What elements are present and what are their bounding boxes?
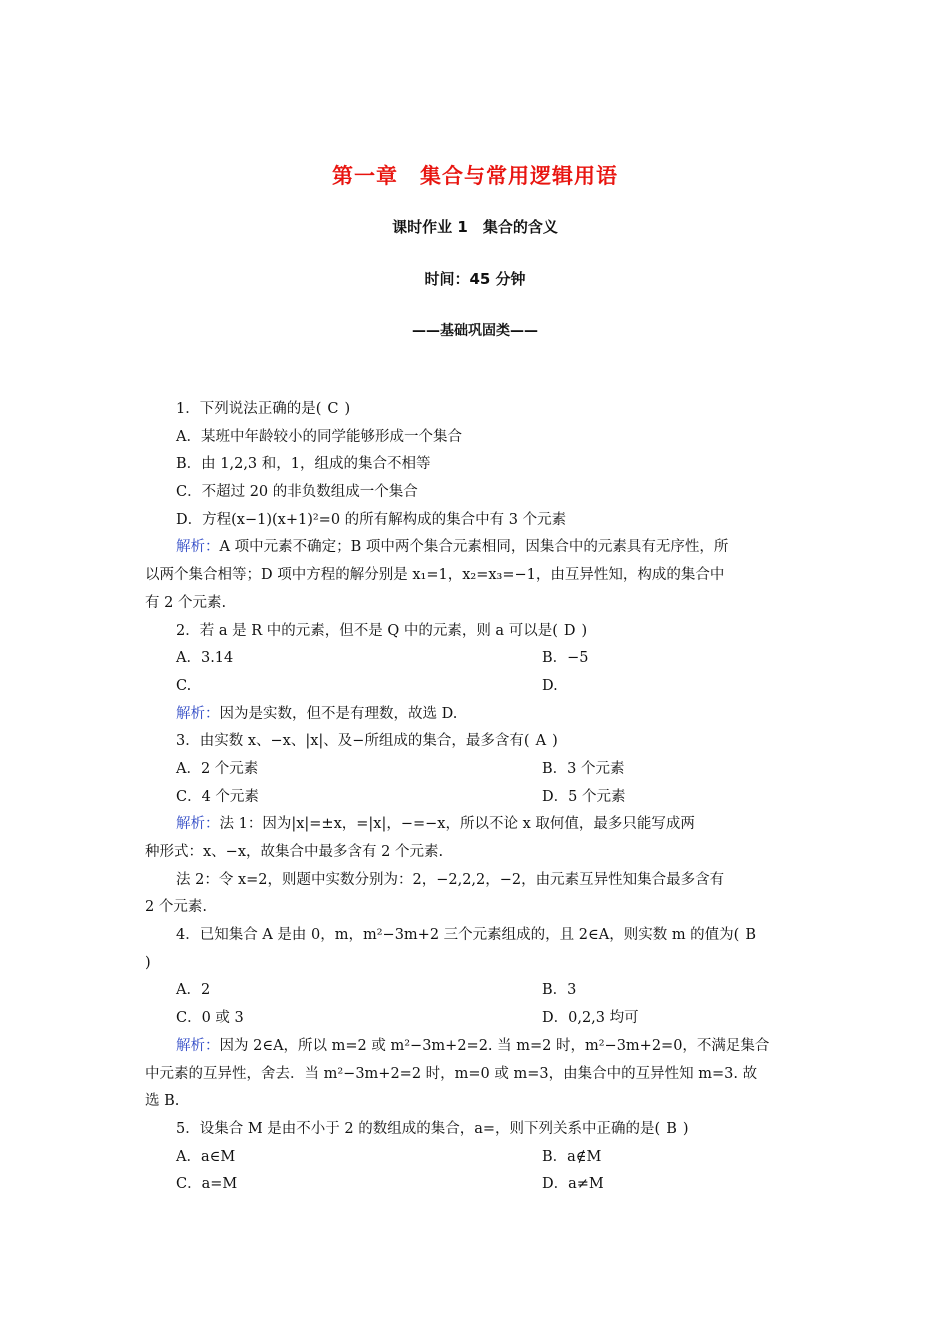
- stem-close: ): [581, 622, 588, 639]
- option-row: [145, 756, 810, 784]
- analysis-label: 解析：: [176, 705, 220, 722]
- analysis-line: 2 个元素.: [145, 899, 207, 916]
- option: A．3.14: [176, 650, 234, 667]
- answer-letter: A: [535, 733, 547, 750]
- option: D．5 个元素: [542, 788, 626, 805]
- question-stem: [145, 728, 810, 756]
- option: C．不超过 20 的非负数组成一个集合: [176, 484, 418, 501]
- analysis-line: 中元素的互异性，舍去．当 m²−3m+2=2 时，m=0 或 m=3，由集合中的互异性知 m=3. 故: [145, 1065, 758, 1082]
- analysis-line: 以两个集合相等；D 项中方程的解分别是 x₁=1，x₂=x₃=−1，由互异性知，构成的集合中: [145, 567, 725, 584]
- question-stem: [145, 396, 810, 424]
- option-row: [145, 784, 810, 812]
- option-row: [145, 673, 810, 701]
- analysis-line: [145, 811, 810, 839]
- analysis-text: 因为是实数，但不是有理数，故选 D.: [219, 705, 458, 722]
- option: B．3: [542, 982, 577, 999]
- option-row: [145, 1144, 810, 1172]
- option: B．−5: [542, 650, 589, 667]
- question-stem: [145, 618, 810, 646]
- answer-letter: D: [563, 622, 576, 639]
- option-row: [145, 977, 810, 1005]
- option: B．3 个元素: [542, 760, 625, 777]
- stem-text: 5．设集合 M 是由不小于 2 的数组成的集合，a=，则下列关系中正确的是(: [176, 1120, 661, 1137]
- option: A．2 个元素: [176, 760, 259, 777]
- time-limit: 时间：45 分钟: [424, 270, 526, 288]
- section-heading: ——基础巩固类——: [412, 323, 538, 339]
- answer-letter: B: [666, 1120, 677, 1137]
- stem-close: ): [145, 954, 151, 971]
- analysis-label: 解析：: [176, 539, 220, 556]
- analysis-line: 法 2：令 x=2，则题中实数分别为：2，−2,2,2，−2，由元素互异性知集合最多含有: [176, 871, 725, 888]
- option: A．a∈M: [176, 1148, 236, 1165]
- question-stem: [145, 922, 810, 950]
- option-row: [145, 1005, 810, 1033]
- analysis-line: [145, 534, 810, 562]
- analysis-line: 选 B.: [145, 1093, 180, 1110]
- option: C．a=M: [176, 1176, 238, 1193]
- stem-text: 1．下列说法正确的是(: [176, 401, 322, 417]
- stem-text: 4．已知集合 A 是由 0，m，m²−3m+2 三个元素组成的，且 2∈A，则实数 m 的值为(: [176, 927, 740, 944]
- stem-close: ): [552, 733, 558, 750]
- option: C．0 或 3: [176, 1010, 244, 1027]
- lesson-title: 课时作业 1 集合的含义: [392, 218, 558, 236]
- question-list: [145, 396, 810, 1199]
- analysis-line: [145, 1033, 810, 1061]
- analysis-text: A 项中元素不确定；B 项中两个集合元素相同，因集合中的元素具有无序性，所: [219, 539, 729, 556]
- chapter-title: 第一章 集合与常用逻辑用语: [332, 164, 618, 188]
- option: D．0,2,3 均可: [542, 1010, 639, 1027]
- option: C．4 个元素: [176, 788, 259, 805]
- analysis-line: [145, 701, 810, 729]
- option: D．a≠M: [542, 1176, 604, 1193]
- analysis-line: 有 2 个元素.: [145, 594, 227, 611]
- analysis-label: 解析：: [176, 1037, 220, 1054]
- option: A．2: [176, 982, 211, 999]
- answer-letter: B: [745, 927, 756, 944]
- option: B．a∉M: [542, 1148, 602, 1165]
- option: C.: [176, 677, 192, 694]
- option: D.: [542, 677, 558, 694]
- stem-close: ): [682, 1120, 689, 1137]
- analysis-line: 种形式：x、−x，故集合中最多含有 2 个元素.: [145, 844, 444, 860]
- answer-letter: C: [327, 401, 339, 417]
- option: B．由 1,2,3 和，1，组成的集合不相等: [176, 456, 431, 473]
- option-row: [145, 1171, 810, 1199]
- question-stem: [145, 1116, 810, 1144]
- analysis-text: 因为 2∈A，所以 m=2 或 m²−3m+2=2. 当 m=2 时，m²−3m+2=0，不满足集合: [219, 1037, 770, 1054]
- option: D．方程(x−1)(x+1)²=0 的所有解构成的集合中有 3 个元素: [176, 511, 567, 528]
- stem-text: 3．由实数 x、−x、|x|、及−所组成的集合，最多含有(: [176, 733, 530, 750]
- stem-close: ): [344, 401, 351, 417]
- option-row: [145, 645, 810, 673]
- option: A．某班中年龄较小的同学能够形成一个集合: [176, 428, 462, 445]
- analysis-label: 解析：: [176, 816, 220, 833]
- stem-text: 2．若 a 是 R 中的元素，但不是 Q 中的元素，则 a 可以是(: [176, 622, 558, 639]
- analysis-text: 法 1：因为|x|=±x，=|x|，−=−x，所以不论 x 取何值，最多只能写成两: [219, 816, 695, 833]
